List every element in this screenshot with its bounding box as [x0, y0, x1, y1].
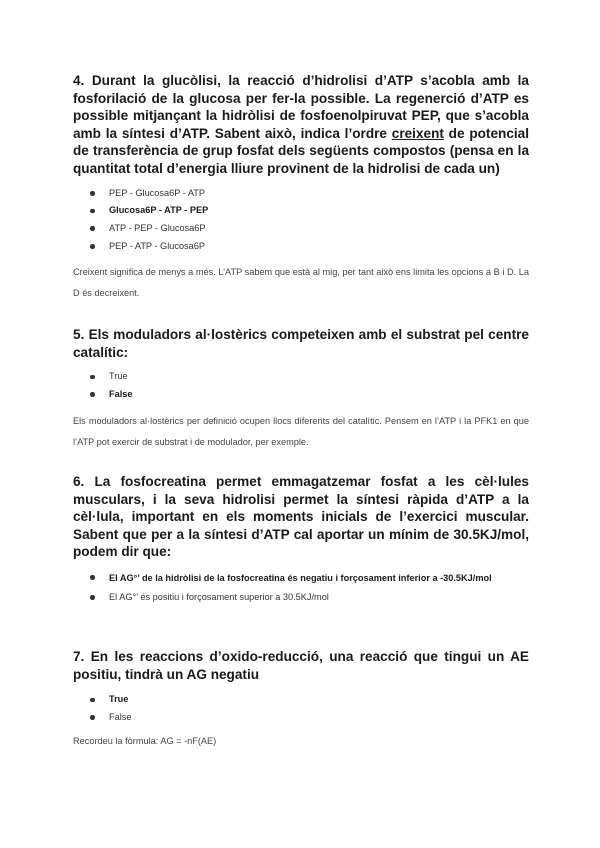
option-d: PEP - ATP - Glucosa6P [73, 238, 529, 256]
question-4-explanation: Creixent significa de menys a més. L’ATP sabem que està al mig, per tant això ens limita les opcions a B i D. La D és decreixent. [73, 267, 529, 299]
option-true-correct: True [73, 691, 529, 709]
question-5-options [73, 368, 529, 403]
question-6-title: 6. La fosfocreatina permet emmagatzemar fosfat a les cèl·lules musculars, i la seva hidrolisi permet la síntesi ràpida d’ATP a la cèl·lula, important en els moments inicials de l’exercici muscular. Sabent que per a la síntesi d’ATP cal aportar un mínim de 30.5KJ/mol, podem dir que: [73, 474, 529, 560]
bullet-icon [90, 226, 95, 231]
underlined-word: creixent [391, 125, 444, 141]
bullet-icon [90, 375, 95, 380]
bullet-icon [90, 191, 95, 196]
question-7-options [73, 691, 529, 726]
option-a: PEP - Glucosa6P - ATP [73, 185, 529, 203]
option-true: True [73, 368, 529, 386]
bullet-icon [90, 209, 95, 214]
question-7-title: 7. En les reaccions d’oxido-reducció, una reacció que tingui un AE positiu, tindrà un AG negatiu [73, 649, 529, 682]
option-c: ATP - PEP - Glucosa6P [73, 220, 529, 238]
bullet-icon [90, 595, 95, 600]
bullet-icon [90, 575, 95, 580]
option-a-correct: El AG°’ de la hidròlisi de la fosfocreatina és negatiu i forçosament inferior a -30.5KJ/mol [73, 570, 529, 586]
question-7 [73, 648, 529, 752]
question-4-title: 4. Durant la glucòlisi, la reacció d’hidrolisi d’ATP s’acobla amb la fosforilació de la glucosa per fer-la possible. La regenerció d’ATP es possible mitjançant la hidròlisi de fosfoenolpiruvat PEP, que s’acobla amb la síntesi d’ATP. Sabent això, indica l’ordre creixent de potencial de transferència de grup fosfat dels següents compostos (pensa en la quantitat total d’energia lliure provinent de la hidrolisi de cada un) [73, 73, 530, 176]
option-b: El AG°’ és positiu i forçosament superior a 30.5KJ/mol [73, 589, 529, 607]
question-6-options [73, 570, 529, 607]
question-4 [73, 72, 529, 304]
option-false: False [73, 709, 529, 727]
question-4-options [73, 185, 529, 256]
question-5-explanation: Els moduladors al·lostèrics per definició ocupen llocs diferents del catalític. Pensem en l’ATP i la PFK1 en que l’ATP pot exercir de substrat i de modulador, per exemple. [73, 415, 529, 447]
option-b-correct: Glucosa6P - ATP - PEP [73, 202, 529, 220]
option-false-correct: False [73, 386, 529, 404]
question-7-explanation: Recordeu la fòrmula: AG = -nF(AE) [73, 735, 217, 746]
bullet-icon [90, 244, 95, 249]
bullet-icon [90, 715, 95, 720]
bullet-icon [90, 698, 95, 703]
bullet-icon [90, 392, 95, 397]
question-5-title: 5. Els moduladors al·lostèrics competeixen amb el substrat pel centre catalític: [73, 327, 529, 360]
question-5 [73, 326, 529, 453]
question-6 [73, 473, 529, 607]
